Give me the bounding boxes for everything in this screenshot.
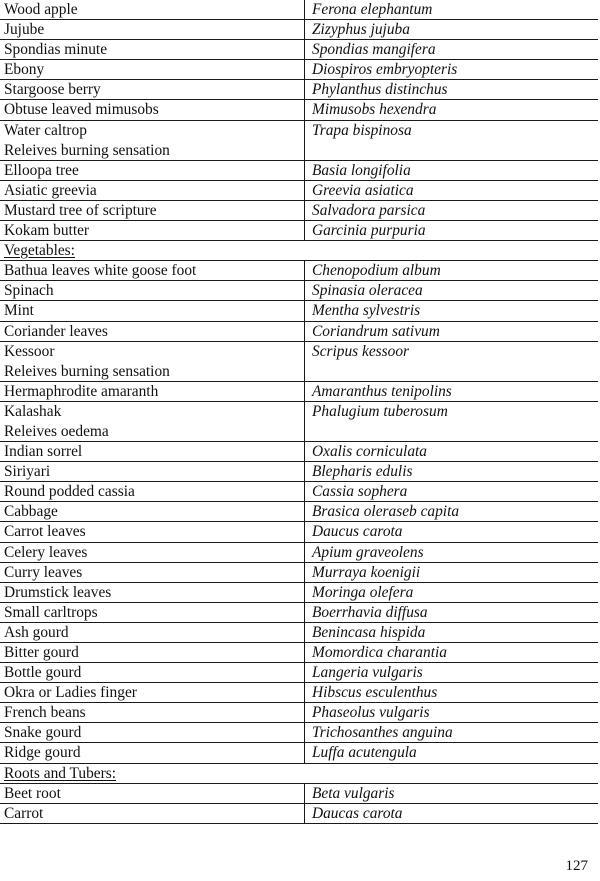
common-name-cell: Round podded cassia bbox=[0, 482, 305, 501]
table-row bbox=[0, 281, 598, 301]
common-name-cell: Drumstick leaves bbox=[0, 583, 305, 602]
common-name-cell: Ash gourd bbox=[0, 623, 305, 642]
scientific-name-cell: Blepharis edulis bbox=[312, 463, 413, 481]
table-row bbox=[0, 703, 598, 723]
table-row bbox=[0, 482, 598, 502]
table-row bbox=[0, 261, 598, 281]
common-name-cell: Ebony bbox=[0, 60, 305, 79]
usage-note: Releives burning sensation bbox=[4, 141, 170, 159]
scientific-name-cell: Oxalis corniculata bbox=[312, 443, 427, 461]
table-row bbox=[0, 60, 598, 80]
scientific-name-cell: Daucus carota bbox=[312, 523, 403, 541]
common-name-cell: French beans bbox=[0, 703, 305, 722]
table-row bbox=[0, 663, 598, 683]
common-name-cell: Water caltrop Releives burning sensation bbox=[0, 121, 305, 160]
common-name-cell: Jujube bbox=[0, 20, 305, 39]
common-name-cell: Asiatic greevia bbox=[0, 181, 305, 200]
scientific-name-cell: Garcinia purpuria bbox=[312, 222, 426, 240]
table-row bbox=[0, 563, 598, 583]
common-name-cell: Obtuse leaved mimusobs bbox=[0, 100, 305, 119]
table-row bbox=[0, 0, 598, 20]
scientific-name-cell: Phylanthus distinchus bbox=[312, 81, 448, 99]
common-name-cell: Kokam butter bbox=[0, 221, 305, 240]
scientific-name-cell: Spondias mangifera bbox=[312, 41, 436, 59]
table-row bbox=[0, 301, 598, 321]
table-row bbox=[0, 522, 598, 542]
table-row bbox=[0, 723, 598, 743]
section-heading-vegetables bbox=[0, 241, 598, 261]
table-row bbox=[0, 502, 598, 522]
common-name-cell: Wood apple bbox=[0, 0, 305, 19]
common-name-cell: Bathua leaves white goose foot bbox=[0, 261, 305, 280]
table-row bbox=[0, 221, 598, 241]
common-name-cell: Carrot bbox=[0, 804, 305, 823]
scientific-name-cell: Apium graveolens bbox=[312, 543, 424, 561]
common-name-cell: Coriander leaves bbox=[0, 322, 305, 341]
section-heading-label: Roots and Tubers: bbox=[4, 764, 117, 782]
common-name-cell: Indian sorrel bbox=[0, 442, 305, 461]
table-row bbox=[0, 462, 598, 482]
table-row bbox=[0, 121, 598, 161]
table-row bbox=[0, 161, 598, 181]
table-row bbox=[0, 20, 598, 40]
page-number: 127 bbox=[565, 858, 588, 874]
scientific-name-cell: Beta vulgaris bbox=[312, 784, 395, 802]
table-row bbox=[0, 342, 598, 382]
scientific-name-cell: Chenopodium album bbox=[312, 262, 441, 280]
table-row bbox=[0, 743, 598, 763]
table-row bbox=[0, 181, 598, 201]
usage-note: Releives oedema bbox=[4, 422, 109, 440]
common-name-cell: Siriyari bbox=[0, 462, 305, 481]
scientific-name-cell: Salvadora parsica bbox=[312, 201, 426, 219]
table-row bbox=[0, 623, 598, 643]
scientific-name-cell: Brasica oleraseb capita bbox=[312, 503, 460, 521]
common-name-cell: Kessoor Releives burning sensation bbox=[0, 342, 305, 381]
common-name-cell: Elloopa tree bbox=[0, 161, 305, 180]
scientific-name-cell: Mimusobs hexendra bbox=[312, 101, 437, 119]
common-name-cell: Cabbage bbox=[0, 502, 305, 521]
scientific-name-cell: Amaranthus tenipolins bbox=[312, 382, 452, 400]
table-row bbox=[0, 382, 598, 402]
usage-note: Releives burning sensation bbox=[4, 362, 170, 380]
table-row bbox=[0, 40, 598, 60]
fruits-group bbox=[0, 0, 598, 241]
scientific-name-cell: Scripus kessoor bbox=[312, 342, 410, 360]
roots-group bbox=[0, 784, 598, 824]
scientific-name-cell: Ferona elephantum bbox=[312, 1, 433, 18]
common-name-cell: Snake gourd bbox=[0, 723, 305, 742]
table-row bbox=[0, 322, 598, 342]
table-row bbox=[0, 201, 598, 221]
scientific-name-cell: Benincasa hispida bbox=[312, 623, 426, 641]
scientific-name-cell: Mentha sylvestris bbox=[312, 302, 421, 320]
common-name-cell: Ridge gourd bbox=[0, 743, 305, 762]
scientific-name-cell: Langeria vulgaris bbox=[312, 664, 423, 682]
table-row bbox=[0, 683, 598, 703]
table-row bbox=[0, 784, 598, 804]
vegetables-group bbox=[0, 261, 598, 763]
common-name-cell: Bitter gourd bbox=[0, 643, 305, 662]
scientific-name-cell: Trapa bispinosa bbox=[312, 121, 412, 139]
common-name-cell: Small carltrops bbox=[0, 603, 305, 622]
common-name-cell: Okra or Ladies finger bbox=[0, 683, 305, 702]
table-row bbox=[0, 100, 598, 120]
common-name-cell: Bottle gourd bbox=[0, 663, 305, 682]
table-row bbox=[0, 643, 598, 663]
scientific-name-cell: Hibscus esculenthus bbox=[312, 684, 438, 702]
scientific-name-cell: Phaseolus vulgaris bbox=[312, 704, 430, 722]
scientific-name-cell: Murraya koenigii bbox=[312, 563, 421, 581]
scientific-name-cell: Cassia sophera bbox=[312, 483, 408, 501]
table-row bbox=[0, 442, 598, 462]
scientific-name-cell: Spinasia oleracea bbox=[312, 282, 423, 300]
common-name-cell: Carrot leaves bbox=[0, 522, 305, 541]
table-row bbox=[0, 402, 598, 442]
table-row bbox=[0, 804, 598, 824]
common-name-cell: Mint bbox=[0, 301, 305, 320]
scientific-name-cell: Coriandrum sativum bbox=[312, 322, 440, 340]
section-heading-label: Vegetables: bbox=[4, 242, 75, 260]
table-row bbox=[0, 543, 598, 563]
table-row bbox=[0, 80, 598, 100]
common-name-cell: Stargoose berry bbox=[0, 80, 305, 99]
common-name-cell: Beet root bbox=[0, 784, 305, 803]
common-name-cell: Spondias minute bbox=[0, 40, 305, 59]
common-name-cell: Spinach bbox=[0, 281, 305, 300]
common-name-cell: Celery leaves bbox=[0, 543, 305, 562]
table-row bbox=[0, 603, 598, 623]
common-name-cell: Curry leaves bbox=[0, 563, 305, 582]
scientific-name-cell: Luffa acutengula bbox=[312, 744, 417, 762]
scientific-name-cell: Daucas carota bbox=[312, 804, 403, 822]
scientific-name-cell: Basia longifolia bbox=[312, 161, 411, 179]
scientific-name-cell: Momordica charantia bbox=[312, 644, 447, 661]
scientific-name-cell: Diospiros embryopteris bbox=[312, 61, 458, 79]
scientific-name-cell: Greevia asiatica bbox=[312, 181, 414, 199]
scientific-name-cell: Zizyphus jujuba bbox=[312, 21, 410, 39]
section-heading-roots-and-tubers bbox=[0, 764, 598, 784]
scientific-name-cell: Moringa olefera bbox=[312, 583, 414, 601]
common-name-cell: Hermaphrodite amaranth bbox=[0, 382, 305, 401]
scientific-name-cell: Phalugium tuberosum bbox=[312, 402, 448, 420]
common-name-cell: Mustard tree of scripture bbox=[0, 201, 305, 220]
scientific-name-cell: Boerrhavia diffusa bbox=[312, 603, 428, 621]
table-row bbox=[0, 583, 598, 603]
scientific-name-cell: Trichosanthes anguina bbox=[312, 724, 453, 742]
common-name-cell: Kalashak Releives oedema bbox=[0, 402, 305, 441]
